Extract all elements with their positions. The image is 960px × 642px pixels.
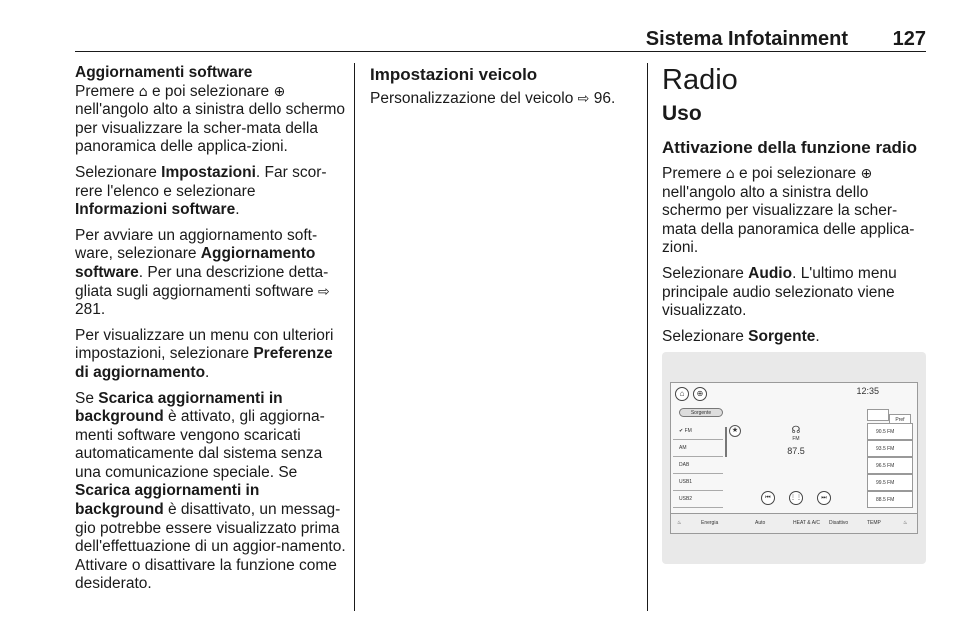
- text: . Far scor-rere l'elenco e selezionare: [75, 163, 327, 200]
- preset-item[interactable]: 96.5 FM: [867, 457, 913, 474]
- radio-screen: [670, 382, 918, 534]
- home-icon: ⌂: [725, 166, 735, 182]
- defrost-button[interactable]: Disattivo: [829, 520, 849, 526]
- text: nell'angolo alto a sinistra dello schermo per visualizzare la scher-mata della panoramica delle applica-zioni.: [75, 101, 346, 156]
- term-update-preferences: Preferenze di aggiornamento: [75, 345, 333, 381]
- clock: 12:35: [856, 386, 879, 396]
- column-divider-2: [647, 63, 648, 611]
- text: Selezionare: [75, 163, 162, 181]
- heading-software-updates: Aggiornamenti software: [75, 64, 253, 81]
- text: e poi selezionare: [734, 165, 861, 182]
- favorite-icon[interactable]: ★: [729, 425, 741, 437]
- text: Se: [75, 389, 99, 407]
- text: Per visualizzare un menu con ulteriori impostazioni, selezionare: [75, 326, 334, 363]
- temp-label[interactable]: TEMP: [867, 520, 881, 526]
- text: .: [205, 363, 210, 381]
- heading-activate-radio: Attivazione della funzione radio: [662, 138, 918, 157]
- hvac-button[interactable]: HEAT & A/C: [793, 520, 821, 526]
- column-divider-1: [354, 63, 355, 611]
- radio-antenna-icon: ☊: [791, 425, 801, 436]
- source-button[interactable]: Sorgente: [679, 408, 723, 417]
- seek-forward-icon[interactable]: ⏭: [817, 491, 831, 505]
- text: nell'angolo alto a sinistra dello schermo per visualizzare la scher-mata della panoramica delle applica-zioni.: [662, 183, 915, 257]
- seek-back-icon[interactable]: ⏮: [761, 491, 775, 505]
- column-radio: [662, 64, 926, 353]
- band-label: FM: [792, 436, 800, 442]
- source-item[interactable]: DAB: [673, 457, 723, 474]
- source-item[interactable]: AM: [673, 440, 723, 457]
- text: .: [815, 327, 820, 345]
- text: Premere: [75, 82, 139, 100]
- preset-item[interactable]: 90.5 FM: [867, 423, 913, 440]
- paragraph-open-apps: [75, 83, 347, 157]
- term-software-info: Informazioni software: [75, 201, 236, 219]
- text: Premere: [662, 165, 726, 182]
- climate-bar: [671, 513, 917, 533]
- home-icon[interactable]: ⌂: [675, 387, 689, 401]
- source-item[interactable]: ✔ FM: [673, 423, 723, 440]
- tab-list[interactable]: [867, 409, 889, 421]
- preset-item[interactable]: 88.5 FM: [867, 491, 913, 508]
- apps-icon: ⊕: [273, 83, 286, 100]
- home-icon: ⌂: [138, 83, 148, 100]
- heading-radio: Radio: [662, 64, 738, 96]
- preset-list: [867, 423, 913, 508]
- text: Selezionare: [662, 327, 749, 345]
- scrollbar[interactable]: [725, 427, 727, 457]
- text: Personalizzazione del veicolo: [370, 90, 578, 107]
- paragraph-background-download: [75, 390, 347, 595]
- text: Per avviare un aggiornamento soft-ware, selezionare: [75, 226, 318, 263]
- page-reference: 281.: [75, 301, 106, 319]
- seat-icon[interactable]: ♨: [677, 520, 682, 526]
- text: Selezionare: [662, 264, 749, 282]
- term-source: Sorgente: [748, 327, 816, 345]
- paragraph-select-source: [662, 328, 926, 347]
- apps-icon: ⊕: [860, 166, 873, 182]
- source-item[interactable]: USB2: [673, 491, 723, 508]
- text: è attivato, gli aggiorna-menti software vengono scaricati automaticamente dal sistema senza una comunicazione speciale. Se: [75, 408, 325, 481]
- term-settings: Impostazioni: [161, 163, 256, 181]
- energy-button[interactable]: Energia: [701, 520, 719, 526]
- column-vehicle-settings: [370, 64, 642, 116]
- keypad-icon[interactable]: ⋮⋮: [789, 491, 803, 505]
- preset-item[interactable]: 93.5 FM: [867, 440, 913, 457]
- heading-usage: Uso: [662, 102, 702, 125]
- station-info: [771, 425, 821, 456]
- page-reference-icon: ⇨: [317, 283, 330, 300]
- seat-icon[interactable]: ♨: [903, 520, 908, 526]
- text: è disattivato, un messag-gio potrebbe essere visualizzato prima dell'effettuazione di un aggior-namento. Attivare o disattivare la funzione come desiderato.: [75, 501, 346, 593]
- column-software-updates: [75, 64, 347, 601]
- apps-icon[interactable]: ⊕: [693, 387, 707, 401]
- term-software-update: Aggiornamento software: [75, 245, 316, 281]
- term-background-download: Scarica aggiornamenti in background: [75, 482, 260, 519]
- auto-button[interactable]: Auto: [755, 520, 766, 526]
- tab-favorites[interactable]: Pref: [889, 414, 911, 426]
- paragraph-select-audio: [662, 265, 926, 321]
- text: . Per una descrizione detta-gliata sugli aggiornamenti software: [75, 263, 329, 300]
- source-item[interactable]: USB1: [673, 474, 723, 491]
- paragraph-vehicle-personalization: [370, 90, 642, 109]
- header-rule: [75, 51, 926, 52]
- page-reference-icon: ⇨: [577, 91, 590, 107]
- text: . L'ultimo menu principale audio selezionato viene visualizzato.: [662, 264, 897, 320]
- source-list: [673, 423, 723, 508]
- text: e poi selezionare: [147, 82, 274, 100]
- term-background-download: Scarica aggiornamenti in background: [75, 389, 283, 426]
- page-number: 127: [892, 28, 926, 50]
- playback-controls: [757, 491, 837, 507]
- page-reference: 96.: [589, 90, 616, 107]
- paragraph-start-update: [75, 227, 347, 320]
- term-audio: Audio: [748, 264, 793, 282]
- heading-vehicle-settings: Impostazioni veicolo: [370, 65, 538, 84]
- paragraph-open-apps: [662, 165, 926, 258]
- preset-tabs: [867, 409, 913, 421]
- preset-item[interactable]: 99.5 FM: [867, 474, 913, 491]
- paragraph-select-settings: [75, 164, 347, 220]
- infotainment-screen-figure: [662, 352, 926, 564]
- paragraph-update-preferences: [75, 327, 347, 383]
- text: .: [235, 201, 240, 219]
- page-section-title: Sistema Infotainment: [645, 28, 848, 50]
- frequency-display: 87.5: [787, 446, 805, 456]
